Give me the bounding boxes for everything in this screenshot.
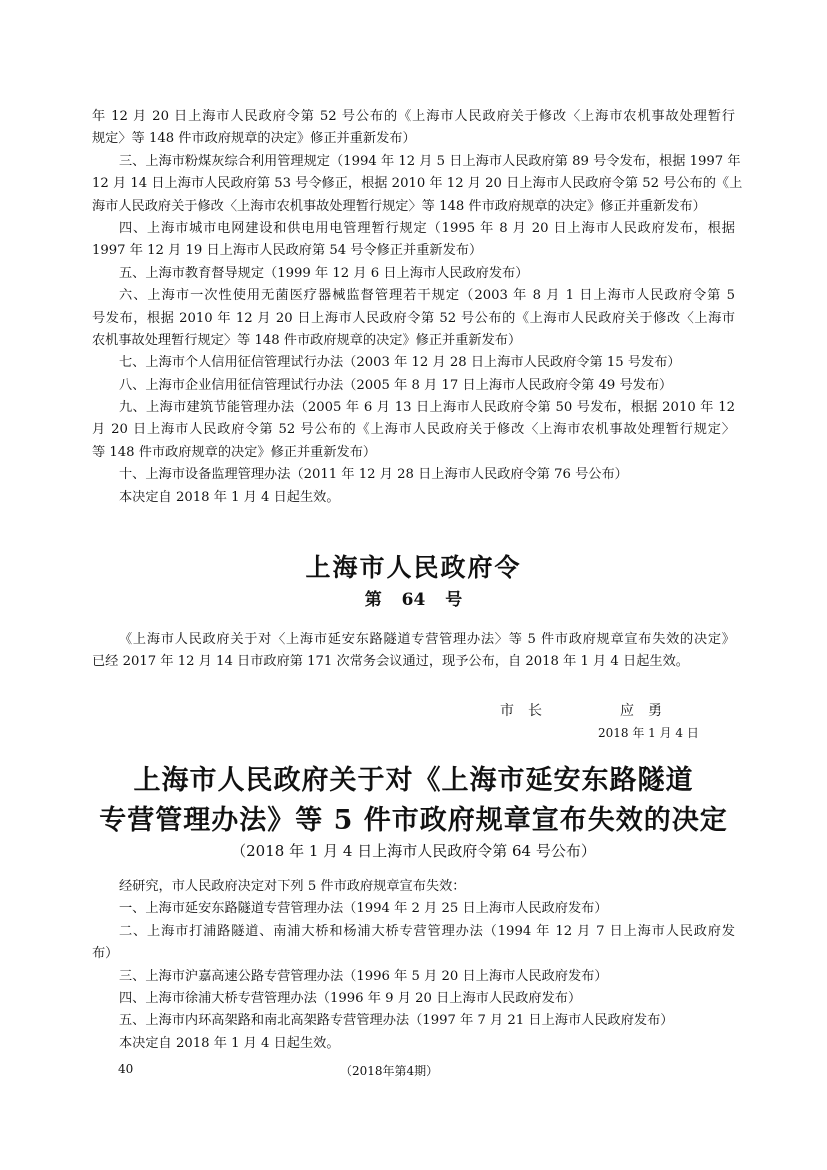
text-line: 四、上海市城市电网建设和供电用电管理暂行规定（1995 年 8 月 20 日上海市人民政府发布，根据 <box>119 220 735 236</box>
section-continued-list <box>92 106 743 509</box>
text-line: 号发布，根据 2010 年 12 月 20 日上海市人民政府令第 52 号公布的《上海市人民政府关于修改〈上海市 <box>92 310 735 326</box>
text-line: 12 月 14 日上海市人民政府第 53 号令修正，根据 2010 年 12 月 20 日上海市人民政府令第 52 号公布的《上 <box>92 176 743 192</box>
text-line: 二、上海市打浦路隧道、南浦大桥和杨浦大桥专营管理办法（1994 年 12 月 7 日上海市人民政府发 <box>119 923 735 939</box>
text-line: 月 20 日上海市人民政府令第 52 号公布的《上海市人民政府关于修改〈上海市农机事故处理暂行规定〉 <box>92 422 735 438</box>
text-line: 九、上海市建筑节能管理办法（2005 年 6 月 13 日上海市人民政府令第 50 号发布，根据 2010 年 12 <box>119 400 735 416</box>
decision-subtitle: （2018 年 1 月 4 日上海市人民政府令第 64 号公布） <box>231 842 596 860</box>
text-line: 四、上海市徐浦大桥专营管理办法（1996 年 9 月 20 日上海市人民政府发布） <box>119 990 582 1006</box>
text-line: 《上海市人民政府关于对〈上海市延安东路隧道专营管理办法〉等 5 件市政府规章宣布失效的决定》 <box>119 632 735 647</box>
text-line: 年 12 月 20 日上海市人民政府令第 52 号公布的《上海市人民政府关于修改〈上海市农机事故处理暂行 <box>92 109 735 124</box>
text-line: 海市人民政府关于修改〈上海市农机事故处理暂行规定〉等 148 件市政府规章的决定》修正并重新发布） <box>92 198 706 214</box>
text-line: 农机事故处理暂行规定〉等 148 件市政府规章的决定》修正并重新发布） <box>92 332 522 348</box>
text-line: 五、上海市教育督导规定（1999 年 12 月 6 日上海市人民政府发布） <box>119 265 529 281</box>
text-line: 八、上海市企业信用征信管理试行办法（2005 年 8 月 17 日上海市人民政府令第 49 号发布） <box>119 377 673 393</box>
text-line: 本决定自 2018 年 1 月 4 日起生效。 <box>119 1035 340 1051</box>
issue-label: （2018年第4期） <box>340 1064 439 1078</box>
order-number: 第 64 号 <box>364 590 463 610</box>
decision-body <box>92 876 735 1055</box>
text-line: 本决定自 2018 年 1 月 4 日起生效。 <box>119 489 340 505</box>
text-line: 七、上海市个人信用征信管理试行办法（2003 年 12 月 28 日上海市人民政府令第 15 号发布） <box>119 355 681 371</box>
text-line: 十、上海市设备监理管理办法（2011 年 12 月 28 日上海市人民政府令第 76 号公布） <box>119 467 628 483</box>
text-line: 等 148 件市政府规章的决定》修正并重新发布） <box>92 444 377 460</box>
text-line: 六、上海市一次性使用无菌医疗器械监督管理若干规定（2003 年 8 月 1 日上海市人民政府令第 5 <box>119 288 735 304</box>
text-line: 三、上海市沪嘉高速公路专营管理办法（1996 年 5 月 20 日上海市人民政府发布） <box>119 968 608 984</box>
text-line: 规定〉等 148 件市政府规章的决定》修正并重新发布） <box>92 131 416 147</box>
order-date: 2018 年 1 月 4 日 <box>598 726 699 740</box>
text-line: 已经 2017 年 12 月 14 日市政府第 171 次常务会议通过，现予公布，自 2018 年 1 月 4 日起生效。 <box>92 654 689 670</box>
order-body <box>92 629 735 674</box>
text-line: 1997 年 12 月 19 日上海市人民政府第 54 号令修正并重新发布） <box>92 243 483 259</box>
text-line: 三、上海市粉煤灰综合利用管理规定（1994 年 12 月 5 日上海市人民政府第 89 号令发布，根据 1997 年 <box>119 153 741 169</box>
text-line: 经研究，市人民政府决定对下列 5 件市政府规章宣布失效： <box>119 879 466 894</box>
signature-name: 应 勇 <box>620 703 662 719</box>
page-number: 40 <box>118 1062 134 1076</box>
decision-title-line1: 上海市人民政府关于对《上海市延安东路隧道 <box>133 765 694 796</box>
text-line: 五、上海市内环高架路和南北高架路专营管理办法（1997 年 7 月 21 日上海市人民政府发布） <box>119 1013 674 1029</box>
decision-title-line2: 专营管理办法》等 5 件市政府规章宣布失效的决定 <box>99 805 728 836</box>
text-line: 布） <box>92 946 119 962</box>
signature-title: 市 长 <box>500 703 542 719</box>
text-line: 一、上海市延安东路隧道专营管理办法（1994 年 2 月 25 日上海市人民政府发布） <box>119 901 608 917</box>
order-title: 上海市人民政府令 <box>305 553 522 582</box>
